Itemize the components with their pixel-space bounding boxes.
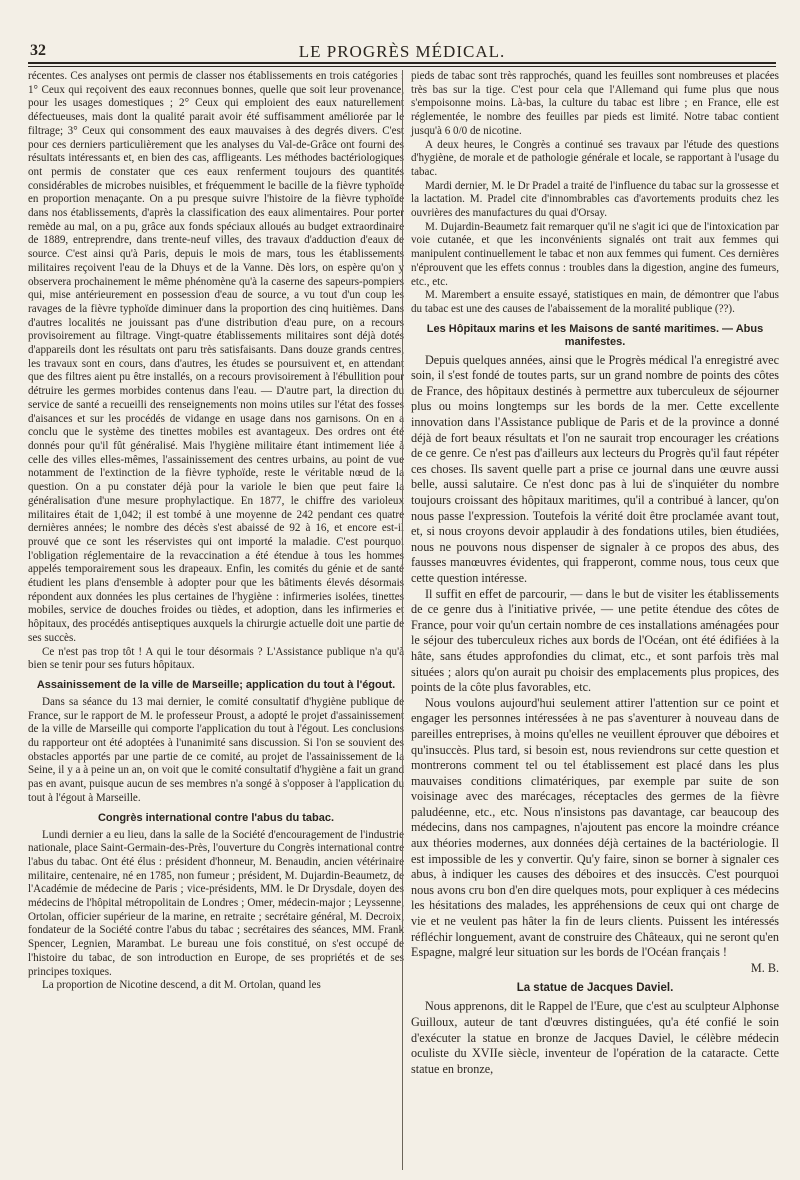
column-divider: [402, 70, 403, 1170]
section-heading: Les Hôpitaux marins et les Maisons de santé maritimes. — Abus manifestes.: [426, 322, 764, 348]
paragraph: A deux heures, le Congrès a continué ses travaux par l'étude des questions d'hygiène, de morale et de pathologie générale et locale, se rapportant à l'usage du tabac.: [411, 138, 779, 178]
header-rule: [28, 62, 776, 67]
section-heading: Assainissement de la ville de Marseille; application du tout à l'égout.: [36, 678, 396, 691]
page-header: [28, 40, 776, 62]
paragraph: M. Dujardin-Beaumetz fait remarquer qu'il ne s'agit ici que de l'intoxication par voie cutanée, et que les inconvénients signalés ont trait aux femmes qui manipulent continuellement le tabac et non aux femmes qui fument. Ces dernières n'éprouvent que les effets connus : troubles dans la digestion, angine des fumeurs, etc., etc.: [411, 220, 779, 288]
paragraph: Ce n'est pas trop tôt ! A qui le tour désormais ? L'Assistance publique n'a qu'à bien se tenir pour ses futurs hôpitaux.: [28, 645, 404, 672]
journal-title: LE PROGRÈS MÉDICAL.: [298, 42, 506, 61]
paragraph: M. Marembert a ensuite essayé, statistiques en main, de démontrer que l'abus du tabac est une des causes de l'abaissement de la moralité publique (??).: [411, 289, 779, 315]
section-heading: La statue de Jacques Daviel.: [516, 982, 674, 995]
paragraph: Il suffit en effet de parcourir, — dans le but de visiter les établissements de ce genre dus à l'initiative privée, — une petite étendue des côtes de France, pour voir qu'un certain nombre de ces installations aménagées pour le séjour des tuberculeux riches aux bords de l'Océan, ont été édifiées à la hâte, sans études approfondies du climat, etc., et sont parfois très mal situées ; alors qu'on aurait pu choisir des emplacements plus propices, des points de la côte plus favorables, etc.: [411, 586, 779, 695]
paragraph: La proportion de Nicotine descend, a dit M. Ortolan, quand les: [42, 979, 321, 992]
paragraph: Depuis quelques années, ainsi que le Progrès médical l'a enregistré avec soin, il s'est fondé de toutes parts, sur un grand nombre de points des côtes de France, des hôpitaux destinés à permettre aux tuberculeux de séjourner plus ou moins longtemps sur les bords de la mer. Cette excellente innovation dans l'Assistance publique de Paris et de la province a donné déjà de fort beaux résultats et l'on ne saurait trop encourager les créations de ce genre. Ce n'est pas d'ailleurs aux lecteurs du Progrès qu'il faut répéter ces choses. Ils savent quelle part a prise ce journal dans une œuvre aussi belle, aussi salutaire. Ce n'est donc pas à lui de s'inquiéter du nombre toujours croissant des hôpitaux maritimes, qu'il a contribué à lancer, qu'on nous passe l'expression. Toutefois la vérité doit être proclamée avant tout, et, si nous croyons devoir applaudir à des fondations utiles, bien étudiées, nous ne pouvons nous dispenser de signaler à ce propos des abus, des fausses manœuvres évidentes, qui frapperont, comme nous, tous ceux que cette question intéresse.: [411, 352, 779, 585]
paragraph: Nous apprenons, dit le Rappel de l'Eure, que c'est au sculpteur Alphonse Guilloux, auteur de tant d'œuvres distinguées, qu'a été confié le soin d'exécuter la statue en bronze de Jacques Daviel, le célèbre médecin oculiste du XVIIe siècle, inventeur de l'opération de la cataracte. Cette statue en bronze,: [411, 999, 779, 1076]
left-column: [28, 70, 404, 993]
paragraph: Nous voulons aujourd'hui seulement attirer l'attention sur ce point et engager les personnes intéressées à ne pas s'aventurer à nouveau dans de pareilles entreprises, à moins qu'elles ne veuillent éprouver que déboires et qu'insuccès. Plus tard, si besoin est, nous reviendrons sur cette question et montrerons comment tel ou tel établissement est placé dans les plus mauvaises conditions climatériques, par exemple par suite de son voisinage avec des marécages, réceptacles des germes de la fièvre paludéenne, etc., etc. Nous n'insistons pas davantage, car beaucoup des médecins, dans nos campagnes, n'ajoutent pas encore la moindre créance aux théories modernes, aux données déjà certaines de la bactériologie. Il est impossible de les y convertir. Qu'y faire, sinon se borner à signaler ces abus, à indiquer les causes des déboires et des insuccès. C'est pourquoi nous avons cru bon d'en dire quelques mots, pour expliquer à ces médecins les hésitations des malades, les appréhensions de ceux qui ont charge de vie et ne veulent pas hâter la fin de leurs clients. Puissent les intéressés réfléchir longuement, avant de construire des Châteaux, qui ne seront qu'en Espagne, malgré leur situation sur les bords de l'Océan français !: [411, 695, 779, 960]
paragraph: Lundi dernier a eu lieu, dans la salle de la Société d'encouragement de l'industrie nationale, place Saint-Germain-des-Près, l'ouverture du Congrès international contre l'abus du tabac. Ont été élus : président d'honneur, M. Benaudin, ancien vétérinaire militaire, centenaire, né en 1785, non fumeur ; président, M. Dujardin-Beaumetz, de l'Académie de médecine de Paris ; vice-présidents, MM. le Dr Drysdale, doyen des médecins de l'hôpital métropolitain de Londres ; Omer, médecin-major ; Leyssenne, Ortolan, officier supérieur de la marine, en retraite ; secrétaire général, M. Decroix, fondateur de la Société contre l'abus du tabac ; secrétaires des séances, MM. Frank Spencer, Legnien, Marambat. Le bureau une fois constitué, on s'est occupé de l'histoire du tabac, de son introduction en Europe, de ses propriétés et de ses principes toxiques.: [28, 828, 404, 978]
article-body: [411, 353, 779, 977]
right-column: [411, 70, 779, 1077]
article-body: [411, 999, 779, 1077]
paragraph: pieds de tabac sont très rapprochés, quand les feuilles sont nombreuses et placées très bas sur la tige. C'est pour cela que l'Allemand qui fume plus que nous s'empoisonne moins. Là-bas, la culture du tabac est libre ; en France, elle est réglementée, le nombre des feuilles par pieds est limité. Notre tabac contient jusqu'à 6 0/0 de nicotine.: [411, 70, 779, 137]
paragraph: Dans sa séance du 13 mai dernier, le comité consultatif d'hygiène publique de France, sur le rapport de M. le professeur Proust, a adopté le projet d'assainissement de la ville de Marseille qui comporte l'application du tout à l'égout. Les conclusions du rapporteur ont été adoptées à l'unanimité sans discussion. Si l'on se souvient des obstacles apportés par une partie de ce comité, au projet de l'assainissement de la Seine, il y a à peine un an, on voit que le comité consultatif d'hygiène a fait un grand pas en avant, puisque aucun de ses membres n'a songé à s'opposer à l'application du tout à l'égout à Marseille.: [28, 695, 404, 804]
signature: M. B.: [750, 960, 779, 975]
paragraph: récentes. Ces analyses ont permis de classer nos établissements en trois catégories : 1° Ceux qui reçoivent des eaux reconnues bonnes, quelle que soit leur provenance, pour les usages domestiques ; 2° Ceux qui emploient des eaux naturellement défectueuses, mais dont la qualité parait avoir été suffisamment améliorée par le filtrage; 3° Ceux qui consomment des eaux mauvaises à des degrés divers. C'est pour ces derniers particulièrement que les analyses du Val-de-Grâce ont fourni des résultats intéressants et, en bien des cas, affligeants. Les méthodes bactériologiques ont permis de constater que ces eaux renferment toujours des quantités considérables de microbes nuisibles, et fréquemment le bacille de la fièvre typhoïde en proportion menaçante. On a pu presque suivre l'histoire de la fièvre typhoïde dans nos établissements, d'après la classification des eaux alimentaires. Pour porter remède au mal, on a pu, grâce aux fonds spéciaux alloués au budget extraordinaire de 1889, entreprendre, dans trente-neuf villes, des travaux d'adduction d'eaux de source. C'est ainsi qu'à Paris, depuis le mois de mars, tous les établissements militaires reçoivent l'eau de la Dhuys et de la Vanne. Dès lors, on espère qu'on y observera prochainement le même phénomène qu'à la caserne des sapeurs-pompiers qui, mise antérieurement en possession d'eau de source, a vu tout d'un coup les ravages de la fièvre typhoïde diminuer dans la proportion des cinq huitièmes. Dans d'autres localités ne jouissant pas d'une distribution d'eau pure, on a recours provisoirement au filtrage. Vingt-quatre établissements militaires sont déjà dotés d'appareils dont les résultats ont paru très satisfaisants. Dans douze grands centres, les travaux sont en cours, dans d'autres, les études se poursuivent et, en attendant que des filtres aient pu être installés, on a recours provisoirement à l'ébullition pour détruire les germes morbides contenus dans l'eau. — D'autre part, la direction du service de santé a recueilli des renseignements non moins utiles sur l'état des fosses d'aisances et sur les procédés de vidange en usage dans nos garnisons. On en a conclu que le système des tinettes mobiles est avantageux. Des ordres ont été donnés pour qu'il fût généralisé. Mais l'hygiène militaire étant intimement liée à celle des villes elles-mêmes, l'assainissement des centres urbains, au point de vue notamment de l'extinction de la fièvre typhoïde, reste le véritable nœud de la question. On a pu constater déjà pour la variole le bien que peut faire la généralisation d'une mesure prophylactique. En 1877, le chiffre des varioleux militaires était de 1,042; il est tombé à une moyenne de 242 pendant ces quatre dernières années; le nombre des décès s'est abaissé de 92 à 16, et encore est-il prouvé que ce sont les réservistes qui ont importé la maladie. C'est pourquoi l'obligation réglementaire de la revaccination a été étendue à tous les hommes appelés temporairement sous les drapeaux. Enfin, les comités du génie et de santé étudient les plans d'ensemble à adopter pour que les bâtiments élevés désormais répondent aux données les plus certaines de l'hygiène : infirmeries isolées, tinettes mobiles, service de douches froides ou tièdes, et adoption, dans les infirmeries et hôpitaux, des procédés antiseptiques auxquels la chirurgie actuelle doit une partie de ses succès.: [28, 70, 404, 644]
section-heading: Congrès international contre l'abus du tabac.: [97, 811, 335, 824]
page-number: 32: [30, 42, 46, 59]
paragraph: Mardi dernier, M. le Dr Pradel a traité de l'influence du tabac sur la grossesse et la lactation. M. Pradel cite d'innombrables cas d'avortements produits chez les ouvrières des manufactures du quai d'Orsay.: [411, 179, 779, 220]
